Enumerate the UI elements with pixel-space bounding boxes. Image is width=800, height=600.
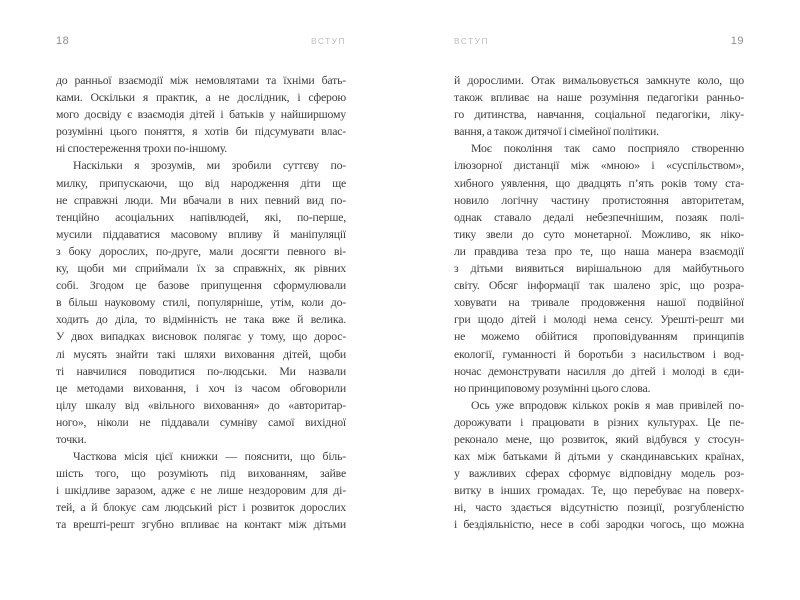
text-line: однак ставало дедалі небезпечнішим, позаяк полі- — [454, 209, 744, 224]
text-line: до ранньої взаємодії між немовлятами та їхніми бать- — [56, 73, 346, 87]
text-line: ночас демонструвати насилля до дітей і молоді в єди- — [454, 363, 744, 378]
text-line: хибного уявлення, що двадцять п’ять років тому ста- — [454, 175, 744, 190]
text-line: з дітьми виявиться вирішальною для майбутнього — [454, 261, 744, 276]
page-left — [56, 0, 346, 600]
text-line: У двох випадках висновок полягає у тому, що дорос- — [56, 329, 346, 344]
text-line: Наскільки я зрозумів, ми зробили суттєву по- — [73, 158, 346, 173]
text-line: й дорослими. Отак вимальовується замкнуте коло, що — [454, 73, 744, 87]
text-line: тей, а й блокує сам людський ріст і розвиток дорослих — [56, 500, 346, 515]
page-header-right — [454, 35, 744, 47]
text-line: гри щодо дітей і молоді нема сенсу. Урешті-решт ми — [454, 312, 744, 327]
text-line: ли правдива теза про те, що наша манера взаємодії — [454, 243, 744, 258]
text-line: Часткова місія цієї книжки — пояснити, що біль- — [73, 449, 346, 464]
text-line: ку, щоби ми сприймали їх за справжніх, як рівних — [56, 261, 346, 276]
text-line: ного», ніколи не піддавали сумніву самої вихідної — [56, 414, 346, 429]
text-line: Ось уже впродовж кількох років я мав привілей по- — [471, 397, 744, 412]
text-line: не справжні люди. Ми вбачали в них певний вид по- — [56, 192, 346, 207]
text-line: ками. Оскільки я практик, а не дослідник, і сферою — [56, 90, 346, 105]
text-line: це методами виховання, і хоч із часом обговорили — [56, 380, 346, 395]
text-line: тенційно асоціальних напівлюдей, які, по-перше, — [56, 209, 346, 224]
text-line: не можемо обійтися проповідуванням принципів — [454, 329, 744, 344]
text-line: в більш науковому стилі, популярніше, утім, коли до- — [56, 295, 346, 310]
text-line: реконало мене, що розвиток, який відбувся у стосун- — [454, 431, 744, 446]
text-line: милку, припускаючи, що від народження діти ще — [56, 175, 346, 190]
page-right — [454, 0, 744, 600]
page-body-left — [56, 72, 346, 534]
text-line: точки. — [56, 431, 87, 446]
text-line: екології, гуманності й боротьби з насильством і вод- — [454, 346, 744, 361]
text-line: тику звели до суто монетарної. Можливо, як ніко- — [454, 226, 744, 241]
text-line: Моє покоління так само посприяло створенню — [471, 141, 744, 156]
text-line: з боку дорослих, по-друге, мали досягти певного ві- — [56, 243, 346, 258]
text-line: ілюзорної дистанції між «мною» і «суспільством», — [454, 158, 744, 173]
text-line: розумінні цього поняття, я хотів би підсумувати влас- — [56, 124, 346, 139]
page-number: 18 — [56, 35, 70, 47]
text-line: цілу шкалу від «вільного виховання» до «авторитар- — [56, 397, 346, 412]
page-number: 19 — [730, 35, 744, 47]
running-header: ВСТУП — [454, 36, 489, 46]
text-line: го дитинства, навчання, соціальної педагогіки, ліку- — [454, 107, 744, 122]
text-line: собі. Згодом це базове припущення сформулювали — [56, 278, 346, 293]
text-line: но принциповому розумінні цього слова. — [454, 380, 651, 395]
text-line: шість того, що розуміють під вихованням, зайве — [56, 466, 346, 481]
text-line: мусили піддаватися масовому впливу й маніпуляції — [56, 226, 346, 241]
running-header: ВСТУП — [311, 36, 346, 46]
text-line: ках між батьками й дітьми у скандинавських країнах, — [454, 449, 744, 464]
text-line: дорожувати і працювати в різних культурах. Це пе- — [454, 414, 744, 429]
text-line: мого досвіду є взаємодія дітей і батьків у найширшому — [56, 107, 346, 122]
text-line: ні, часто здається відсутністю позиції, розгубленістю — [454, 500, 744, 515]
text-line: також впливає на наше розуміння педагогіки ранньо- — [454, 90, 744, 105]
text-line: ховувати на тривале продовження нашої подвійної — [454, 295, 744, 310]
text-line: і шкідливе заразом, адже є не лише нездоровим для ді- — [56, 483, 346, 498]
text-line: ті навчилися поводитися по-людськи. Ми назвали — [56, 363, 346, 378]
text-line: світу. Обсяг інформації так шалено зріс, що розра- — [454, 278, 744, 293]
text-line: і бездіяльністю, несе в собі зародки чогось, що можна — [454, 517, 744, 532]
text-line: новило логічну частину протистояння авторитетам, — [454, 192, 744, 207]
text-line: та врешті-решт згубно впливає на контакт між дітьми — [56, 517, 346, 532]
page-header-left — [56, 35, 346, 47]
text-line: витку в інших громадах. Те, що перебуває на поверх- — [454, 483, 744, 498]
text-line: вання, а також дитячої і сімейної політики. — [454, 124, 659, 139]
text-line: у важливих сферах сформує відповідну модель роз- — [454, 466, 744, 481]
text-line: ходить до діла, то відмінність не така вже й велика. — [56, 312, 346, 327]
page-body-right — [454, 72, 744, 534]
text-line: лі мусять знайти такі шляхи виховання дітей, щоби — [56, 346, 346, 361]
text-line: ні спостереження трохи по-іншому. — [56, 141, 228, 156]
